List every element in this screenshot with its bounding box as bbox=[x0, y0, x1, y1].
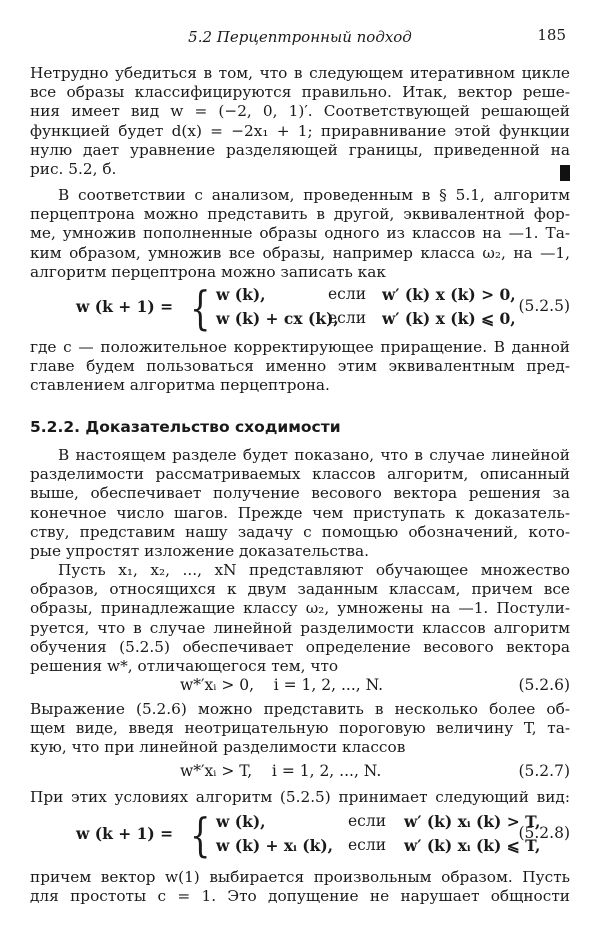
text-line: причем вектор w(1) выбирается произвольным образом. Пусть bbox=[30, 868, 570, 886]
text-line: кую, что при линейной разделимости классов bbox=[30, 738, 406, 757]
eq-condition: w′ (k) xᵢ (k) ⩽ T, bbox=[404, 836, 541, 855]
text-line: В соответствии с анализом, проведенным в § 5.1, алгоритм bbox=[58, 186, 570, 204]
text-line: для простоты c = 1. Это допущение не нарушает общности bbox=[30, 887, 570, 906]
eq-lhs: w (k + 1) = bbox=[76, 297, 174, 316]
paragraph-8 bbox=[30, 868, 570, 906]
text-line: перцептрона можно представить в другой, эквивалентной фор- bbox=[30, 205, 570, 224]
text-line: где c — положительное корректирующее приращение. В данной bbox=[30, 338, 570, 356]
eq-condition: w′ (k) x (k) > 0, bbox=[382, 285, 516, 304]
paragraph-4 bbox=[30, 446, 570, 561]
eq-expression: w*′xᵢ > T, i = 1, 2, ..., N. bbox=[180, 762, 382, 780]
paragraph-1 bbox=[30, 64, 570, 179]
text-line: Выражение (5.2.6) можно представить в несколько более об- bbox=[30, 700, 570, 718]
equation-5-2-6 bbox=[30, 676, 570, 698]
equation-5-2-5 bbox=[30, 281, 570, 335]
paragraph-7 bbox=[30, 788, 570, 807]
eq-lhs: w (k + 1) = bbox=[76, 824, 174, 843]
equation-number: (5.2.5) bbox=[518, 297, 570, 315]
text-line: все образы классифицируются правильно. Итак, вектор реше- bbox=[30, 83, 570, 102]
equation-5-2-7 bbox=[30, 762, 570, 784]
eq-condition: w′ (k) x (k) ⩽ 0, bbox=[382, 309, 516, 328]
text-line: функцией будет d(x) = −2x₁ + 1; приравнивание этой функции bbox=[30, 121, 570, 140]
page-number: 185 bbox=[537, 26, 566, 44]
text-line: При этих условиях алгоритм (5.2.5) принимает следующий вид: bbox=[30, 788, 570, 806]
text-line: Нетрудно убедиться в том, что в следующем итеративном цикле bbox=[30, 64, 570, 82]
text-line: ставлением алгоритма перцептрона. bbox=[30, 376, 330, 395]
equation-number: (5.2.6) bbox=[518, 676, 570, 694]
text-line: щем виде, введя неотрицательную пороговую величину T, та- bbox=[30, 719, 570, 738]
eq-if: если bbox=[348, 812, 387, 830]
text-line: конечное число шагов. Прежде чем приступать к доказатель- bbox=[30, 503, 570, 522]
eq-case: w (k), bbox=[216, 285, 266, 304]
equation-number: (5.2.8) bbox=[518, 824, 570, 842]
text-line: ству, представим нашу задачу с помощью обозначений, кото- bbox=[30, 522, 570, 541]
text-line: образы, принадлежащие классу ω₂, умножены на —1. Постули- bbox=[30, 599, 570, 618]
equation-5-2-8 bbox=[30, 808, 570, 862]
text-line: ким образом, умножив все образы, например класса ω₂, на —1, bbox=[30, 243, 570, 262]
left-brace: { bbox=[190, 808, 211, 862]
eq-case: w (k), bbox=[216, 812, 266, 831]
eq-if: если bbox=[328, 285, 367, 303]
section-heading: 5.2.2. Доказательство сходимости bbox=[30, 418, 341, 436]
end-of-example-mark bbox=[560, 165, 570, 181]
text-line: нулю дает уравнение разделяющей границы, приведенной на bbox=[30, 140, 570, 159]
text-line: В настоящем разделе будет показано, что в случае линейной bbox=[58, 446, 570, 464]
text-line: ме, умножив пополненные образы одного из классов на —1. Та- bbox=[30, 224, 570, 243]
eq-if: если bbox=[328, 309, 367, 327]
left-brace: { bbox=[190, 281, 211, 335]
text-line: разделимости рассматриваемых классов алгоритм, описанный bbox=[30, 465, 570, 484]
text-line: решения w*, отличающегося тем, что bbox=[30, 657, 339, 676]
running-header: 5.2 Перцептронный подход bbox=[188, 28, 412, 46]
eq-case: w (k) + cx (k), bbox=[216, 309, 339, 328]
paragraph-2 bbox=[30, 186, 570, 282]
equation-number: (5.2.7) bbox=[518, 762, 570, 780]
paragraph-6 bbox=[30, 700, 570, 758]
text-line: рые упростят изложение доказательства. bbox=[30, 542, 369, 561]
text-line: рис. 5.2, б. bbox=[30, 160, 117, 179]
text-line: Пусть x₁, x₂, ..., xN представляют обучающее множество bbox=[58, 561, 570, 579]
text-line: главе будем пользоваться именно этим эквивалентным пред- bbox=[30, 357, 570, 376]
text-line: алгоритм перцептрона можно записать как bbox=[30, 262, 386, 281]
eq-if: если bbox=[348, 836, 387, 854]
paragraph-5 bbox=[30, 561, 570, 676]
text-line: ния имеет вид w = (−2, 0, 1)′. Соответствующей решающей bbox=[30, 102, 570, 121]
eq-condition: w′ (k) xᵢ (k) > T, bbox=[404, 812, 541, 831]
text-line: руется, что в случае линейной разделимости классов алгоритм bbox=[30, 618, 570, 637]
paragraph-3 bbox=[30, 338, 570, 396]
text-line: образов, относящихся к двум заданным классам, причем все bbox=[30, 580, 570, 599]
text-line: обучения (5.2.5) обеспечивает определение весового вектора bbox=[30, 637, 570, 656]
eq-expression: w*′xᵢ > 0, i = 1, 2, ..., N. bbox=[180, 676, 384, 694]
eq-case: w (k) + xᵢ (k), bbox=[216, 836, 334, 855]
text-line: выше, обеспечивает получение весового вектора решения за bbox=[30, 484, 570, 503]
